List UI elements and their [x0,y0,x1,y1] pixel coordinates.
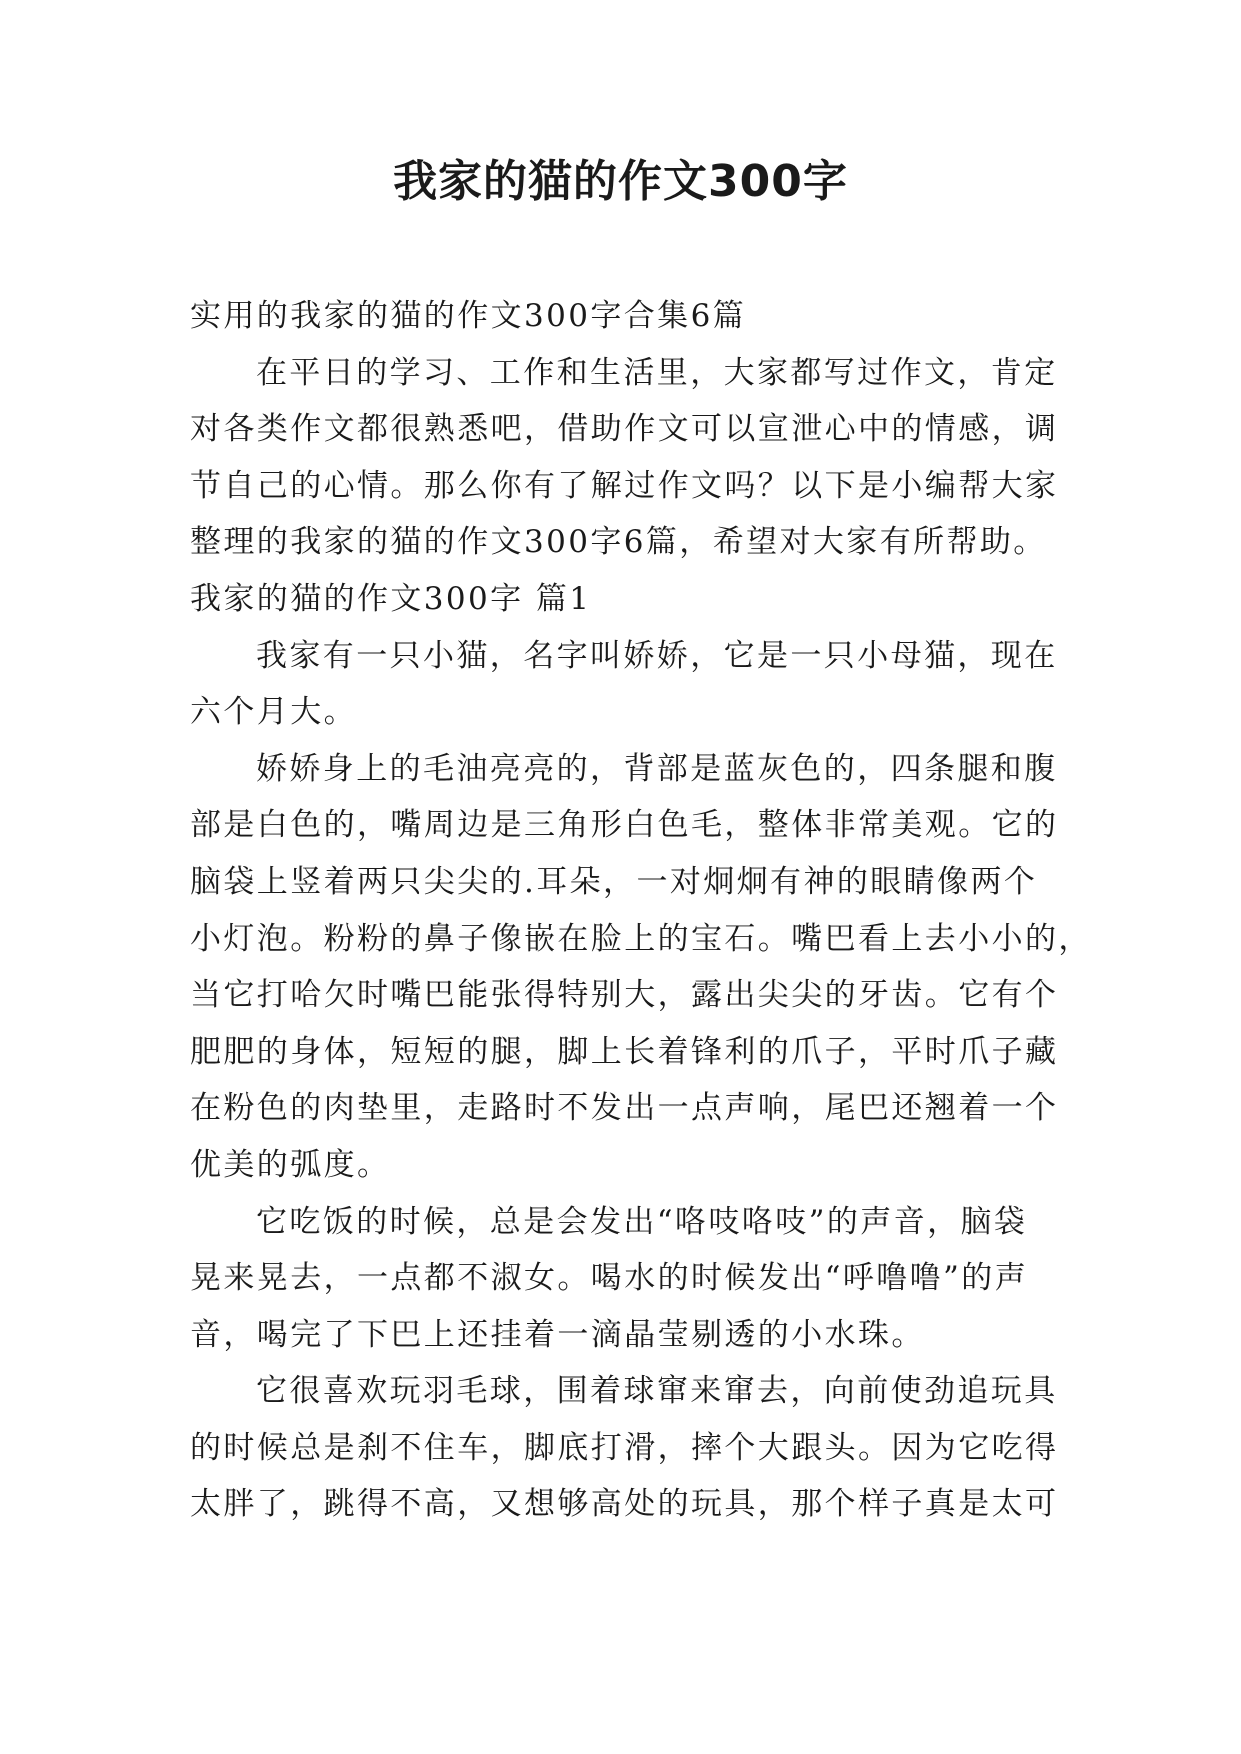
text-line: 节自己的心情。那么你有了解过作文吗？以下是小编帮大家 [190,467,1059,504]
text-line: 音，喝完了下巴上还挂着一滴晶莹剔透的小水珠。 [190,1316,925,1353]
text-line: 部是白色的，嘴周边是三角形白色毛，整体非常美观。它的 [190,807,1059,844]
text-line: 优美的弧度。 [190,1146,391,1183]
text-line: 我家的猫的作文300字 篇1 [190,580,592,617]
text-line: 小灯泡。粉粉的鼻子像嵌在脸上的宝石。嘴巴看上去小小的， [190,920,1092,957]
text-line: 太胖了，跳得不高，又想够高处的玩具，那个样子真是太可 [190,1486,1059,1523]
text-line: 娇娇身上的毛油亮亮的，背部是蓝灰色的，四条腿和腹 [256,750,1058,787]
text-line: 对各类作文都很熟悉吧，借助作文可以宣泄心中的情感，调 [190,411,1059,448]
text-line: 当它打哈欠时嘴巴能张得特别大，露出尖尖的牙齿。它有个 [190,977,1059,1014]
text-line: 肥肥的身体，短短的腿，脚上长着锋利的爪子，平时爪子藏 [190,1033,1059,1070]
text-line: 它吃饭的时候，总是会发出“咯吱咯吱”的声音，脑袋 [256,1203,1028,1240]
text-line: 六个月大。 [190,694,357,731]
document-title: 我家的猫的作文300字 [393,156,848,207]
text-line: 的时候总是刹不住车，脚底打滑，摔个大跟头。因为它吃得 [190,1429,1059,1466]
text-line: 我家有一只小猫，名字叫娇娇，它是一只小母猫，现在 [256,637,1058,674]
document-body [190,288,1092,1533]
text-line: 整理的我家的猫的作文300字6篇，希望对大家有所帮助。 [190,524,1047,561]
text-line: 在粉色的肉垫里，走路时不发出一点声响，尾巴还翘着一个 [190,1090,1059,1127]
text-line: 在平日的学习、工作和生活里，大家都写过作文，肯定 [256,354,1058,391]
text-line: 脑袋上竖着两只尖尖的.耳朵，一对炯炯有神的眼睛像两个 [190,863,1038,900]
text-line: 它很喜欢玩羽毛球，围着球窜来窜去，向前使劲追玩具 [256,1373,1058,1410]
text-line: 实用的我家的猫的作文300字合集6篇 [190,298,747,334]
text-line: 晃来晃去，一点都不淑女。喝水的时候发出“呼噜噜”的声 [190,1260,1029,1297]
